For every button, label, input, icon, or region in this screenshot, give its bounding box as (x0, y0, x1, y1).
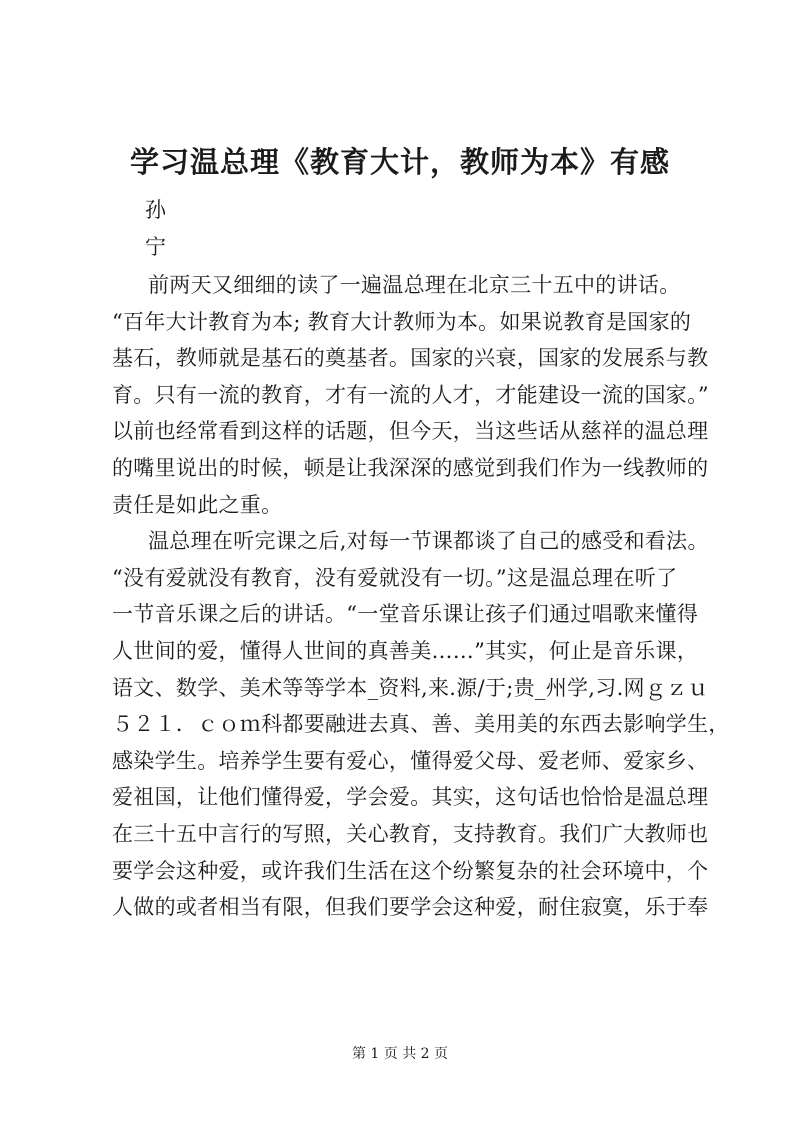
paragraph-2-line: ５２１．ｃｏｍ科都要融进去真、善、美用美的东西去影响学生， (112, 712, 730, 737)
paragraph-2-line: 爱祖国，让他们懂得爱，学会爱。其实，这句话也恰恰是温总理 (112, 785, 709, 810)
paragraph-1-line: “百年大计教育为本; 教育大计教师为本。如果说教育是国家的 (112, 309, 692, 334)
paragraph-1-line: 责任是如此之重。 (112, 492, 283, 517)
paragraph-1-line: 的嘴里说出的时候，顿是让我深深的感觉到我们作为一线教师的 (112, 455, 709, 480)
paragraph-2-line: 温总理在听完课之后,对每一节课都谈了自己的感受和看法。 (148, 529, 709, 554)
paragraph-2-line: 要学会这种爱，或许我们生活在这个纷繁复杂的社会环境中，个 (112, 858, 709, 883)
paragraph-1-line: 以前也经常看到这样的话题，但今天，当这些话从慈祥的温总理 (112, 419, 709, 444)
paragraph-2-line: 人做的或者相当有限，但我们要学会这种爱，耐住寂寞，乐于奉 (112, 895, 709, 920)
document-title: 学习温总理《教育大计，教师为本》有感 (129, 145, 670, 179)
paragraph-1-line: 基石，教师就是基石的奠基者。国家的兴衰，国家的发展系与教 (112, 346, 709, 371)
paragraph-1-line: 前两天又细细的读了一遍温总理在北京三十五中的讲话。 (148, 273, 681, 297)
paragraph-2-line: 一节音乐课之后的讲话。“一堂音乐课让孩子们通过唱歌来懂得 (112, 602, 699, 627)
author-name-line-1: 孙 (145, 198, 166, 222)
paragraph-2-line: “没有爱就没有教育，没有爱就没有一切。”这是温总理在听了 (112, 565, 678, 590)
author-name-line-2: 宁 (145, 235, 166, 259)
document-body (112, 267, 730, 926)
paragraph-1-line: 育。只有一流的教育，才有一流的人才，才能建设一流的国家。” (112, 382, 709, 407)
paragraph-2-line: 人世间的爱，懂得人世间的真善美……”其实，何止是音乐课， (112, 638, 699, 663)
page-footer: 第 1 页 共 2 页 (351, 1046, 449, 1062)
paragraph-2-line: 在三十五中言行的写照，关心教育，支持教育。我们广大教师也 (112, 821, 709, 846)
paragraph-2-line: 语文、数学、美术等等学本_资料,来.源/于;贵_州学,习.网ｇｚｕ (112, 675, 709, 700)
paragraph-2-line: 感染学生。培养学生要有爱心，懂得爱父母、爱老师、爱家乡、 (112, 748, 709, 773)
